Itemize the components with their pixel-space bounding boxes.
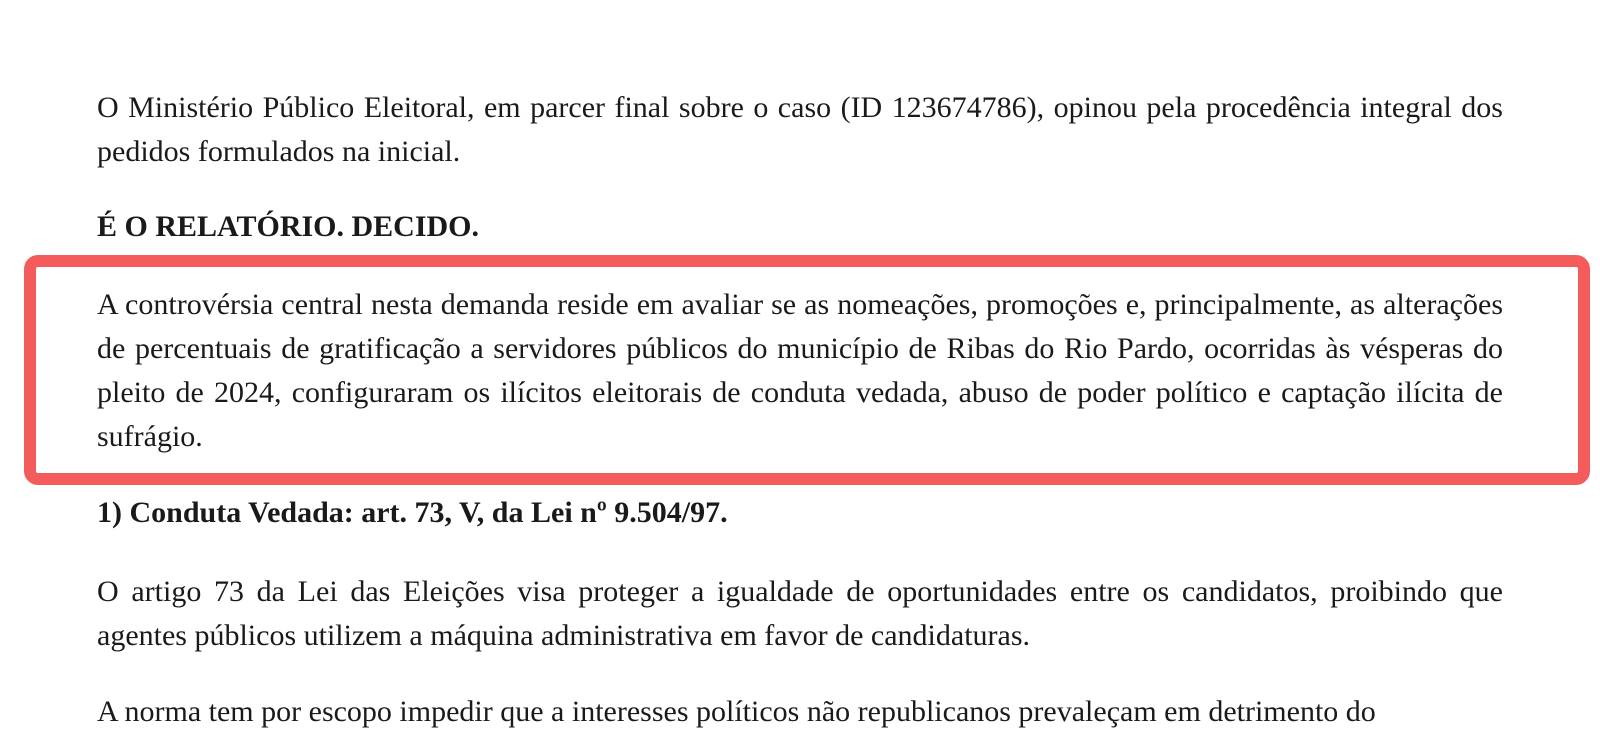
document-page xyxy=(97,0,1503,728)
paragraph-central-controversy: A controvérsia central nesta demanda reside em avaliar se as nomeações, promoções e, principalmente, as alterações de percentuais de gratificação a servidores públicos do município de Ribas do Rio Pardo, ocorridas às vésperas do pleito de 2024, configuraram os ilícitos eleitorais de conduta vedada, abuso de poder político e captação ilícita de sufrágio. xyxy=(97,288,1503,453)
paragraph-mpe-opinion: O Ministério Público Eleitoral, em parcer final sobre o caso (ID 123674786), opinou pela procedência integral dos pedidos formulados na inicial. xyxy=(97,91,1503,168)
paragraph-norm-scope: A norma tem por escopo impedir que a interesses políticos não republicanos prevaleçam em detrimento do xyxy=(97,695,1376,728)
heading-report-decide: É O RELATÓRIO. DECIDO. xyxy=(97,210,480,243)
paragraph-article-73: O artigo 73 da Lei das Eleições visa proteger a igualdade de oportunidades entre os candidatos, proibindo que agentes públicos utilizem a máquina administrativa em favor de candidaturas. xyxy=(97,575,1503,652)
heading-conduta-vedada: 1) Conduta Vedada: art. 73, V, da Lei nº 9.504/97. xyxy=(97,496,728,529)
